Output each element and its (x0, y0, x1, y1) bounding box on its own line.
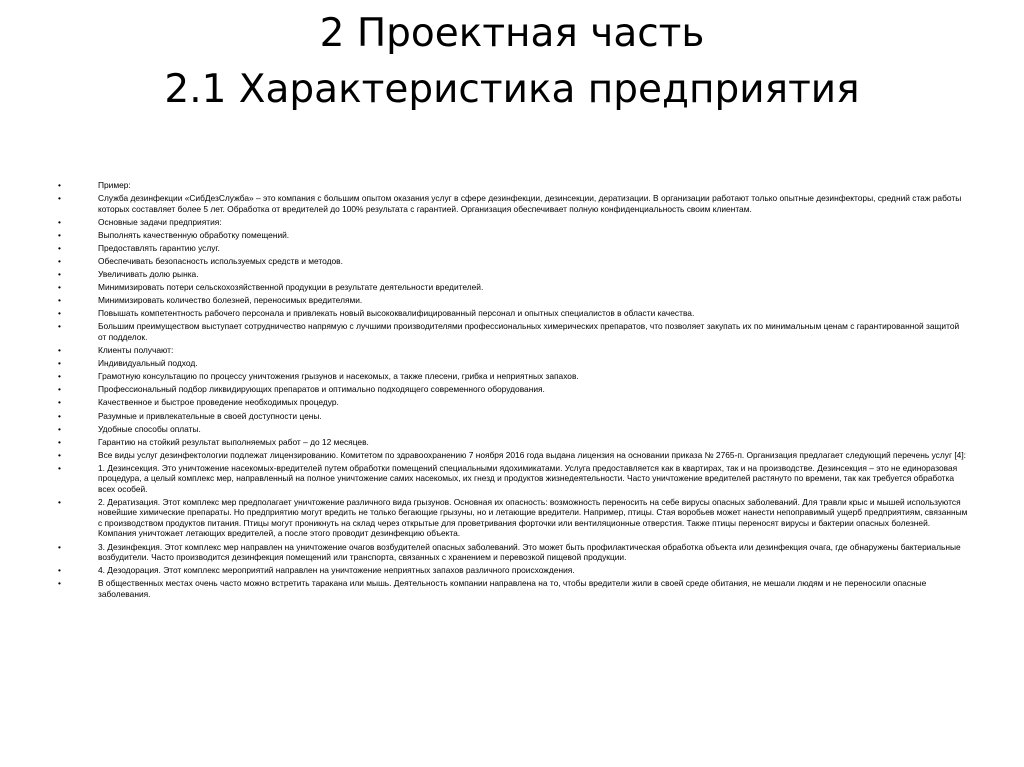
bullet-item: • Профессиональный подбор ликвидирующих препаратов и оптимально подходящего современного оборудования. (58, 384, 968, 395)
bullet-item: • Увеличивать долю рынка. (58, 269, 968, 280)
bullet-item: • Предоставлять гарантию услуг. (58, 243, 968, 254)
bullet-item: • Разумные и привлекательные в своей доступности цены. (58, 411, 968, 422)
title-line-1: 2 Проектная часть (319, 11, 705, 56)
bullet-item: • Индивидуальный подход. (58, 358, 968, 369)
bullet-item: • В общественных местах очень часто можно встретить таракана или мышь. Деятельность компании направлена на то, чтобы вредители жили в своей среде обитания, не мешали людям и не переносили опасные заболевания. (58, 578, 968, 599)
bullet-item: • Обеспечивать безопасность используемых средств и методов. (58, 256, 968, 267)
bullet-item: • Удобные способы оплаты. (58, 424, 968, 435)
bullet-item: • Большим преимуществом выступает сотрудничество напрямую с лучшими производителями профессиональных химерических препаратов, что позволяет закупать их по минимальным ценам с гарантированной защитой от подделок. (58, 321, 968, 342)
bullet-item: • Клиенты получают: (58, 345, 968, 356)
bullet-item: • 1. Дезинсекция. Это уничтожение насекомых-вредителей путем обработки помещений специальными ядохимикатами. Услуга предоставляется как в квартирах, так и на производстве. Дезинсекция – это не единоразовая процедура, а целый комплекс мер, направленный на полное уничтожение самих насекомых, их гнезд и продуктов жизнедеятельности. Часто уничтожение вредителей растянуто по времени, так как требуется обработка всех особей. (58, 463, 968, 495)
bullet-item: • Выполнять качественную обработку помещений. (58, 230, 968, 241)
bullet-item: • 3. Дезинфекция. Этот комплекс мер направлен на уничтожение очагов возбудителей опасных заболеваний. Это может быть профилактическая обработка объекта или дезинфекция очага, где обнаружены бактериальные возбудители. Часто производится дезинфекция помещений или транспорта, связанных с хранением и перевозкой пищевой продукции. (58, 542, 968, 563)
bullet-item: • Все виды услуг дезинфектологии подлежат лицензированию. Комитетом по здравоохранению 7 ноября 2016 года выдана лицензия на основании приказа № 2765-п. Организация предлагает следующий перечень услуг [4]: (58, 450, 968, 461)
bullet-item: • Основные задачи предприятия: (58, 217, 968, 228)
bullet-item: • Гарантию на стойкий результат выполняемых работ – до 12 месяцев. (58, 437, 968, 448)
bullet-item: • Минимизировать потери сельскохозяйственной продукции в результате деятельности вредителей. (58, 282, 968, 293)
title-line-2: 2.1 Характеристика предприятия (164, 67, 860, 112)
bullet-item: • Качественное и быстрое проведение необходимых процедур. (58, 397, 968, 408)
bullet-item: • Пример: (58, 180, 968, 191)
bullet-item: • Служба дезинфекции «СибДезСлужба» – это компания с большим опытом оказания услуг в сфере дезинфекции, дезинсекции, дератизации. В организации работают только опытные дезинфекторы, средний стаж работы которых составляет более 5 лет. Обработка от вредителей до 100% результата с гарантией. Организация обеспечивает полную конфиденциальность своим клиентам. (58, 193, 968, 214)
bullet-item: • Грамотную консультацию по процессу уничтожения грызунов и насекомых, а также плесени, грибка и неприятных запахов. (58, 371, 968, 382)
bullet-item: • 4. Дезодорация. Этот комплекс мероприятий направлен на уничтожение неприятных запахов различного происхождения. (58, 565, 968, 576)
slide-title (60, 6, 964, 118)
bullet-item: • Повышать компетентность рабочего персонала и привлекать новый высококвалифицированный персонал и опытных специалистов в области качества. (58, 308, 968, 319)
bullet-list (58, 180, 968, 602)
bullet-item: • Минимизировать количество болезней, переносимых вредителями. (58, 295, 968, 306)
bullet-item: • 2. Дератизация. Этот комплекс мер предполагает уничтожение различного вида грызунов. Основная их опасность: возможность переносить на себе вирусы опасных заболеваний. Для травли крыс и мышей используются новейшие химические препараты. Но предприятию могут вредить не только бегающие грызуны, но и летающие вредители. Например, птицы. Стая воробьев может нанести непоправимый ущерб предприятиям, связанным с производством продуктов питания. Птицы могут проникнуть на склад через открытые для проветривания форточки или вентиляционные отверстия. Также птицы переносят вирусы и бактерии опасных болезней. Компания уничтожает летающих вредителей, а после этого проводит дезинфекцию объекта. (58, 497, 968, 539)
